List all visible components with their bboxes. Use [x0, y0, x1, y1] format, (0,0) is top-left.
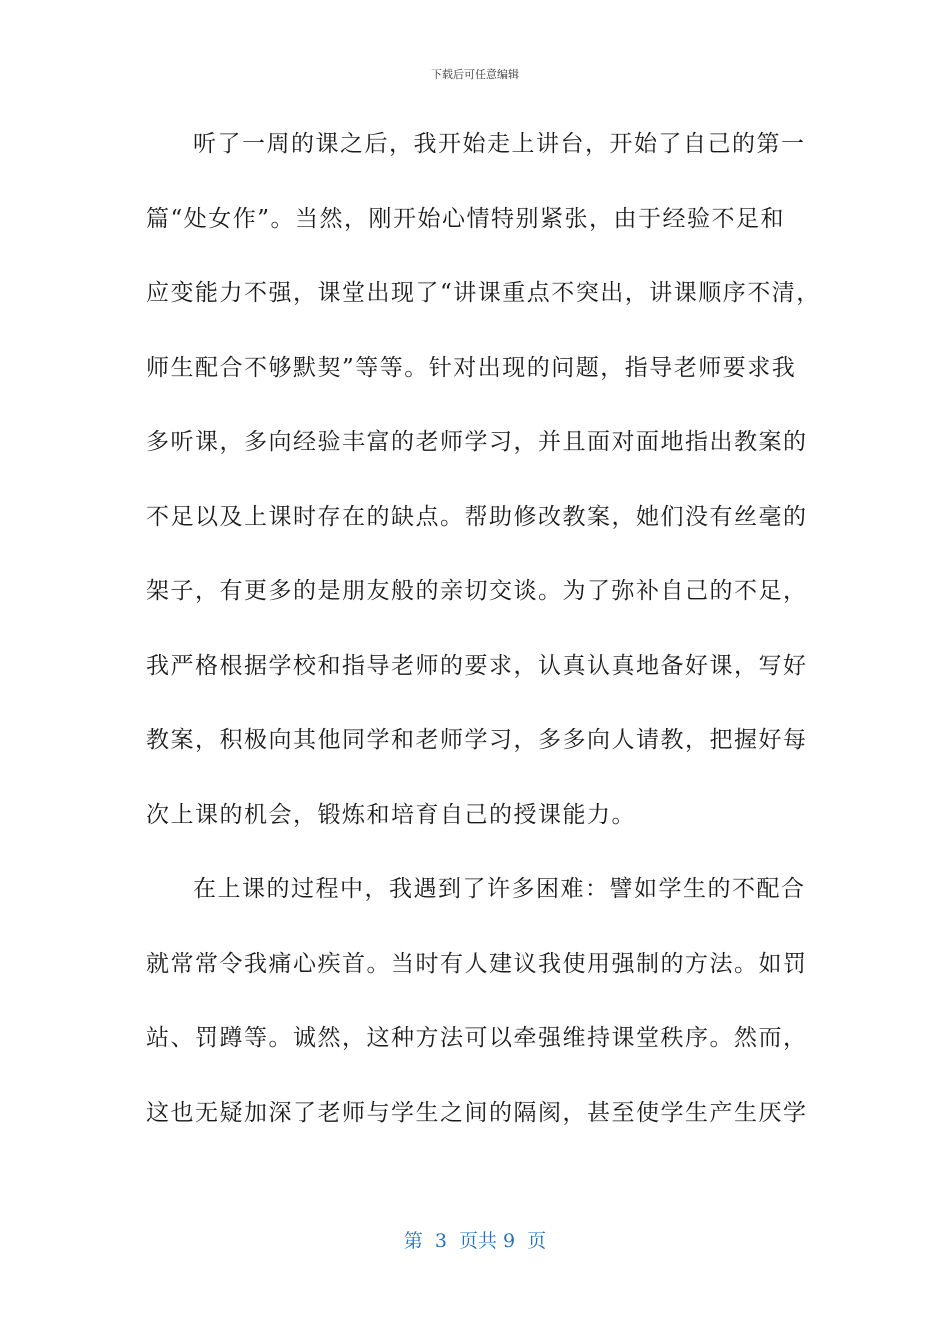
paragraph-1-line-7: 架子，有更多的是朋友般的亲切交谈。为了弥补自己的不足， [146, 578, 808, 604]
page-number-footer: 第 3 页共 9 页 [403, 1230, 547, 1252]
paragraph-1-line-4: 师生配合不够默契”等等。针对出现的问题，指导老师要求我 [146, 354, 797, 381]
paragraph-2-line-3: 站、罚蹲等。诚然，这种方法可以牵强维持课堂秩序。然而， [146, 1025, 808, 1051]
document-body [146, 124, 821, 1167]
paragraph-1-line-6: 不足以及上课时存在的缺点。帮助修改教案，她们没有丝毫的 [146, 503, 808, 530]
paragraph-1-line-8: 我严格根据学校和指导老师的要求，认真认真地备好课，写好 [146, 652, 808, 679]
paragraph-1-line-2: 篇“处女作”。当然，刚开始心情特别紧张，由于经验不足和 [146, 205, 786, 232]
paragraph-2-line-4: 这也无疑加深了老师与学生之间的隔阂，甚至使学生产生厌学 [146, 1099, 808, 1126]
paragraph-1-line-5: 多听课，多向经验丰富的老师学习，并且面对面地指出教案的 [146, 429, 808, 455]
paragraph-1-line-10: 次上课的机会，锻炼和培育自己的授课能力。 [146, 801, 636, 828]
paragraph-2-line-1: 在上课的过程中，我遇到了许多困难：譬如学生的不配合 [193, 876, 806, 902]
header-note: 下载后可任意编辑 [431, 68, 519, 81]
paragraph-1-line-3: 应变能力不强，课堂出现了“讲课重点不突出，讲课顺序不清， [146, 280, 821, 306]
paragraph-2-line-2: 就常常令我痛心疾首。当时有人建议我使用强制的方法。如罚 [146, 950, 808, 977]
paragraph-1-line-9: 教案，积极向其他同学和老师学习，多多向人请教，把握好每 [146, 727, 808, 753]
paragraph-1-line-1: 听了一周的课之后，我开始走上讲台，开始了自己的第一 [193, 131, 806, 157]
